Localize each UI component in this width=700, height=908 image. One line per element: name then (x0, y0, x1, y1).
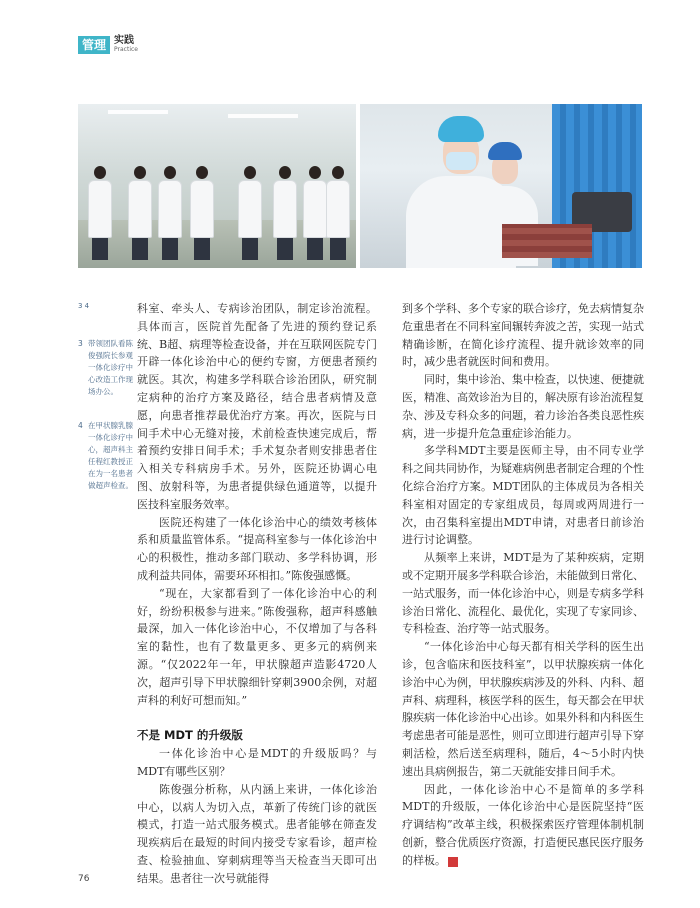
section-tag-right (114, 36, 138, 54)
caption-3-number: 3 (78, 339, 83, 348)
article-column-left (137, 300, 377, 888)
paragraph: 同时，集中诊治、集中检查，以快速、便捷就医，精准、高效诊治为目的，解决原有诊治流程复杂、涉及专科众多的问题，着力诊治各类良恶性疾病，进一步提升危急重症诊治能力。 (402, 373, 644, 440)
paragraph: “现在，大家都看到了一体化诊治中心的利好，纷纷积极参与进来。”陈俊强称，超声科感触最深，加入一体化诊治中心，不仅增加了与各科室的黏性，也有了数量更多、更多元的病例来源。“仅2022年一年，甲状腺超声造影4720人次，超声引导下甲状腺细针穿刺3900余例，对超声科的利好可想而知。” (137, 586, 377, 707)
paragraph: 到多个学科、多个专家的联合诊疗，免去病情复杂危重患者在不同科室间辗转奔波之苦，实现一站式精确诊断，在简化诊疗流程、提升就诊效率的同时，减少患者就医时间和费用。 (402, 302, 644, 369)
section-tag (78, 36, 138, 54)
section-heading: 不是 MDT 的升级版 (137, 728, 243, 743)
section-name: 实践 (114, 35, 135, 46)
paragraph: 陈俊强分析称，从内涵上来讲，一体化诊治中心，以病人为切入点，革新了传统门诊的就医模式，打造一站式服务模式。患者能够在筛查发现疾病后在最短的时间内接受专家看诊，超声检查、检验抽血、穿刺病理等当天检查当天即可出结果。患者往一次号就能得 (137, 782, 377, 885)
page-number: 76 (78, 874, 90, 884)
paragraph: 科室、牵头人、专病诊治团队，制定诊治流程。具体而言，医院首先配备了先进的预约登记系统、B超、病理等检查设备，并在互联网医院专门开辟一体化诊治中心的便约专窗，方便患者预约就医。其次，构建多学科联合诊治团队，研究制定病种的治疗方案及路径，结合患者病情及意愿，向患者推荐最优治疗方案。再次，医院与日间手术中心无缝对接，术前检查快速完成后，帮着预约安排日间手术；手术复杂者则安排患者住入相关专科病房手术。另外，医院还协调心电图、放射科等，为患者提供绿色通道等，以提升医技科室服务效率。 (137, 302, 377, 511)
article-column-right (402, 300, 644, 870)
section-name-en: Practice (114, 46, 138, 53)
paragraph: 一体化诊治中心是MDT的升级版吗？与MDT有哪些区别？ (137, 747, 377, 778)
paragraph: 多学科MDT主要是医师主导，由不同专业学科之间共同协作，为疑难病例患者制定合理的个性化综合治疗方案。MDT团队的主体成员为各相关科室相对固定的专家组成员，每周或两周进行一次，由召集科室提出MDT申请，对患者日前诊治进行讨论调整。 (402, 444, 644, 547)
paragraph-final-text: 因此，一体化诊治中心不是简单的多学科MDT的升级版，一体化诊治中心是医院坚持“医疗调结构”改革主线，积极探索医疗管理体制机制创新，整合优质医疗资源，打造便民惠民医疗服务的样板。 (402, 782, 644, 867)
section-tag-label: 管理 (78, 36, 110, 54)
photo-ultrasound-exam (360, 104, 642, 268)
caption-3-text: 带领团队看陈俊强院长参观一体化诊疗中心改造工作现场办公。 (88, 339, 133, 396)
paragraph-final (402, 781, 644, 870)
caption-numbers: 3 4 (78, 302, 90, 310)
paragraph: 医院还构建了一体化诊治中心的绩效考核体系和质量监管体系。“提高科室参与一体化诊治中心的积极性，推动多部门联动、多学科协调，形成利益共同体，需要环环相扣。”陈俊强感慨。 (137, 515, 377, 582)
paragraph: “一体化诊治中心每天都有相关学科的医生出诊，包含临床和医技科室”，以甲状腺疾病一体化诊治中心为例，甲状腺疾病涉及的外科、内科、超声科、病理科，核医学科的医生，每天都会在甲状腺疾病一体化诊治中心出诊。如果外科和内科医生考虑患者可能是恶性，则可立即进行超声引导下穿刺活检，然后送至病理科，随后，4～5小时内快速出具病例报告，第二天就能安排日间手术。 (402, 640, 644, 778)
end-mark-icon: S (448, 857, 458, 867)
paragraph: 从频率上来讲，MDT是为了某种疾病，定期或不定期开展多学科联合诊治，未能做到日常化、一站式服务，而一体化诊治中心，则是专病多学科诊治日常化、流程化、最优化，实现了专家同诊、专科检查、治疗等一站式服务。 (402, 551, 644, 636)
caption-4-number: 4 (78, 421, 83, 430)
caption-4-text: 在甲状腺乳腺一体化诊疗中心，超声科主任程红教授正在为一名患者做超声检查。 (88, 421, 133, 490)
photo-corridor-visit (78, 104, 356, 268)
